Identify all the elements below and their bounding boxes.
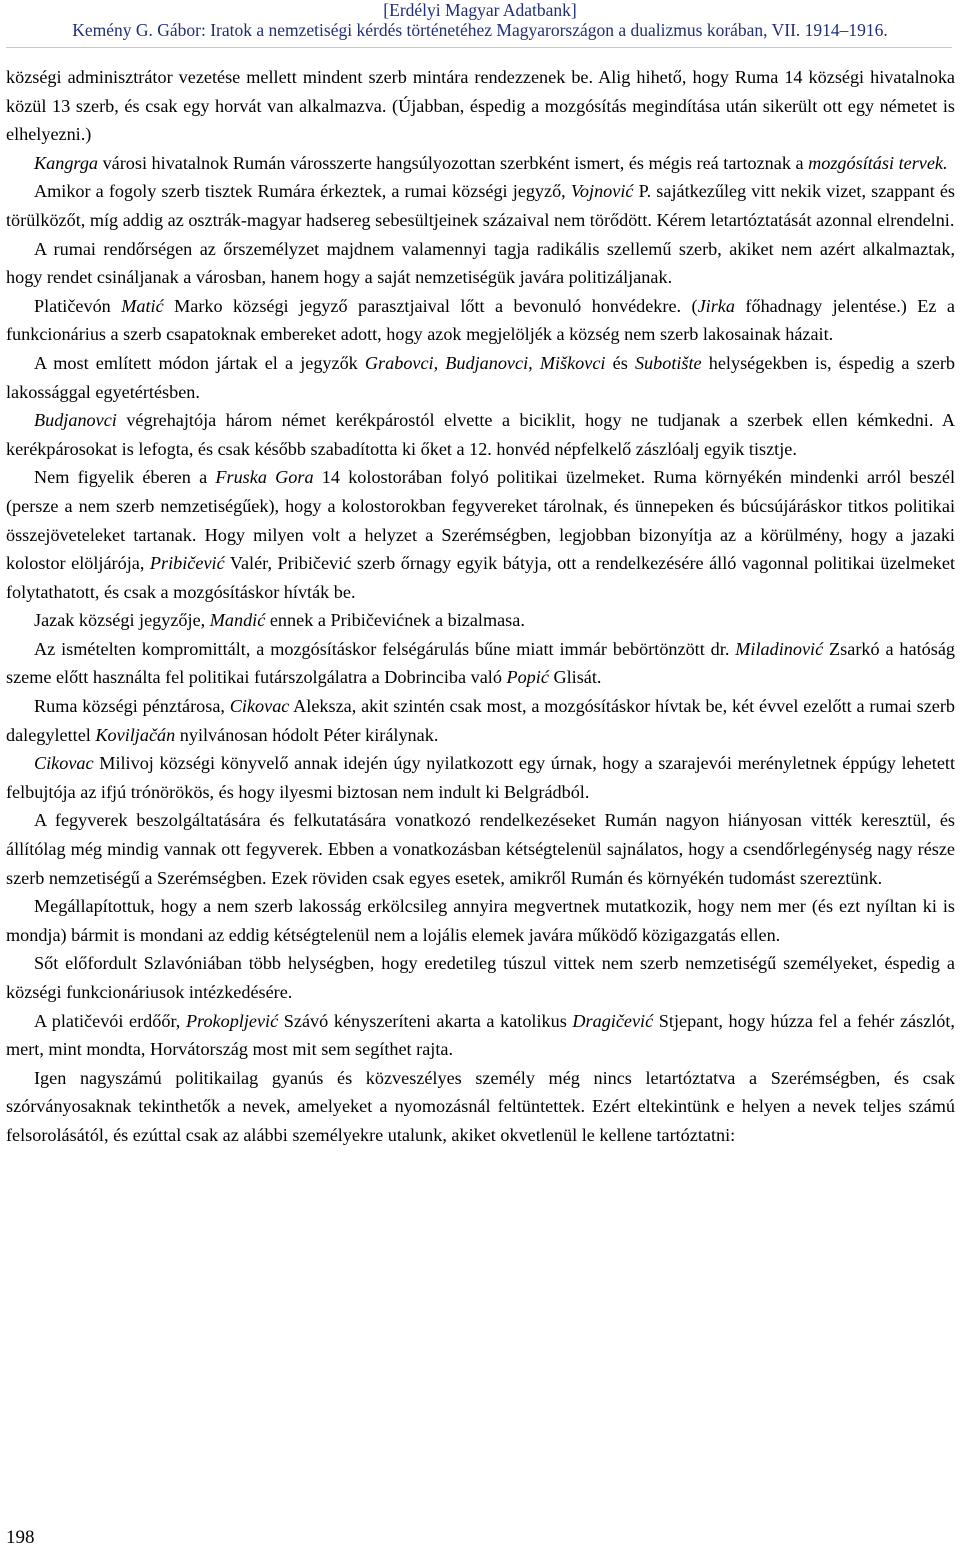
text-run: P. sajátkezűleg vitt nekik vizet, szappant és törülközőt, míg addig az osztrák-magyar hadsereg sebesültjeinek százaival nem törődött. Kérem letartóztatását azonnal elrendelni. (6, 181, 956, 230)
text-run: A most említett módon jártak el a jegyzők (34, 352, 365, 373)
text-run: Ruma községi pénztárosa, (34, 696, 230, 717)
italic-name: Koviljačán (95, 724, 176, 745)
text-run: A rumai rendőrségen az őrszemélyzet majdnem valamennyi tagja radikális szellemű szerb, akiket nem azért alkalmaztak, hogy rendet csináljanak a városban, hanem hogy a saját nemzetiségük javára politizáljanak. (6, 238, 955, 288)
italic-name: Miladinović (735, 638, 824, 659)
paragraph (6, 692, 955, 749)
italic-name: mozgósítási tervek. (808, 152, 948, 173)
italic-name: Kangrga (34, 152, 99, 173)
italic-name: Vojnović (570, 181, 634, 202)
text-run: végrehajtója három német kerékpárostól elvette a biciklit, hogy ne tudjanak a szerbek ellen kémkedni. A kerékpárosokat is lefogta, és csak később szabadította ki őket a 12. honvéd népfelkelő zászlóalj egyik tisztje. (6, 410, 955, 459)
paragraph (6, 749, 955, 806)
text-run: Igen nagyszámú politikailag gyanús és közveszélyes személy még nincs letartóztatva a Szerémségben, és csak szórványosaknak tekinthetők a nevek, amelyeket a nyomozásnál feltüntettek. Ezért eltekintünk e helyen a nevek teljes számú felsorolásától, és ezúttal csak az alábbi személyekre utalunk, akiket okvetlenül le kellene tartóztatni: (6, 1067, 955, 1145)
italic-name: Mandić (209, 610, 266, 631)
italic-name: Prokopljević (185, 1010, 279, 1031)
paragraph (6, 949, 955, 1006)
paragraph (6, 406, 955, 463)
text-run: Marko községi jegyző parasztjaival lőtt a bevonuló honvédekre. ( (163, 295, 698, 316)
italic-name: Jirka (697, 295, 735, 316)
paragraph (6, 806, 955, 892)
text-run: A fegyverek beszolgáltatására és felkutatására vonatkozó rendelkezéseket Rumán nagyon hiányosan vitték keresztül, és állítólag még mindig vannak ott fegyverek. Ebben a vonatkozásban kétségtelenül sajnálatos, hogy a csendőrlegénység nagy része szerb nemzetiségű a Szerémségben. Ezek röviden csak egyes esetek, amikről Rumán és környékén tudomást szereztünk. (6, 810, 955, 888)
italic-name: Popić (506, 667, 549, 688)
paragraph (6, 463, 955, 606)
text-run: nyilvánosan hódolt Péter királynak. (175, 724, 439, 745)
paragraph (6, 292, 955, 349)
text-run: Platičevón (34, 295, 122, 316)
document-body (6, 63, 955, 1150)
text-run: Jazak községi jegyzője, (34, 610, 210, 631)
text-run: községi adminisztrátor vezetése mellett mindent szerb mintára rendezzenek be. Alig hihető, hogy Ruma 14 községi hivatalnoka közül 13 szerb, és csak egy horvát van alkalmazva. (Újabban, éspedig a mozgósítás megindítása után sikerült ott egy németet is elhelyezni.) (6, 67, 955, 145)
italic-name: Matić (121, 295, 164, 316)
text-run: Szávó kényszeríteni akarta a katolikus (278, 1010, 573, 1031)
paragraph (6, 1007, 955, 1064)
italic-name: Cikovac (229, 696, 290, 717)
paragraph (6, 892, 955, 949)
text-run: főhadnagy jelentése.) Ez a funkcionárius a szerb csapatoknak embereket adott, hogy azok megjelöljék a község nem szerb lakosainak házait. (6, 295, 956, 345)
text-run: Valér, Pribičević szerb őrnagy egyik bátyja, ott a rendelkezésére álló vagonnal politikai üzelmeket folytathatott, és csak a mozgósításkor hívták be. (6, 553, 955, 602)
text-run: Sőt előfordult Szlavóniában több helységben, hogy eredetileg túszul vittek nem szerb nemzetiségű személyeket, éspedig a községi funkcionáriusok intézkedésére. (6, 953, 955, 1002)
text-run: Glisát. (548, 667, 602, 688)
text-run: helységekben is, éspedig a szerb lakossággal egyetértésben. (6, 352, 956, 402)
italic-name: Fruska Gora (215, 467, 314, 488)
text-run: és (605, 352, 635, 373)
text-run: Zsarkó a hatóság szeme előtt használta fel politikai futárszolgálatra a Dobrinciba való (6, 638, 955, 688)
text-run: városi hivatalnok Rumán városszerte hangsúlyozottan szerbként ismert, és mégis reá tartoznak a (98, 152, 809, 173)
paragraph (6, 635, 955, 692)
text-run: Milivoj községi könyvelő annak idején úgy nyilatkozott egy úrnak, hogy a szarajevói merényletnek éppúgy lehetett felbujtója az ifjú trónörökös, és hogy ilyesmi biztosan nem indult ki Belgrádból. (6, 753, 955, 802)
italic-name: Cikovac (34, 753, 94, 774)
italic-name: Subotište (634, 352, 702, 373)
paragraph (6, 63, 955, 149)
text-run: ennek a Pribičevićnek a bizalmasa. (265, 610, 525, 631)
text-run: Nem figyelik éberen a (34, 467, 216, 488)
paragraph (6, 177, 955, 234)
italic-name: Grabovci, Budjanovci, Miškovci (364, 352, 606, 373)
text-run: Amikor a fogoly szerb tisztek Rumára érkeztek, a rumai községi jegyző, (34, 181, 571, 202)
page-number: 198 (6, 1527, 35, 1548)
document-header (0, 0, 960, 42)
paragraph (6, 149, 955, 178)
italic-name: Dragičević (572, 1010, 654, 1031)
document-citation: Kemény G. Gábor: Iratok a nemzetiségi kérdés történetéhez Magyarországon a dualizmus korában, VII. 1914–1916. (72, 20, 888, 40)
text-run: Aleksza, akit szintén csak most, a mozgósításkor hívtak be, két évvel ezelőtt a rumai szerb dalegylettel (6, 696, 955, 745)
source-title: [Erdélyi Magyar Adatbank] (383, 0, 577, 20)
text-run: 14 kolostorában folyó politikai üzelmeket. Ruma környékén mindenki arról beszél (persze a nem szerb nemzetiségűek), hogy a kolostorokban fegyvereket tárolnak, és ünnepeken és búcsújáráskor titkos politikai összejöveteleket tartanak. Hogy milyen volt a helyzet a Szerémségben, legjobban bizonyítja az a körülmény, hogy a jazaki kolostor elöljárója, (6, 467, 955, 574)
paragraph (6, 606, 955, 635)
italic-name: Budjanovci (34, 410, 117, 431)
italic-name: Pribičević (149, 553, 225, 574)
paragraph (6, 349, 955, 406)
text-run: Stjepant, hogy húzza fel a fehér zászlót, mert, mint mondta, Horvátország most mit sem segíthet rajta. (6, 1010, 955, 1060)
paragraph (6, 1064, 955, 1150)
text-run: Megállapítottuk, hogy a nem szerb lakosság erkölcsileg annyira megvertnek mutatkozik, hogy nem mer (és ezt nyíltan ki is mondja) bármit is mondani az eddig kétségtelenül nem a lojális elemek javára működő közigazgatás ellen. (6, 896, 955, 945)
text-run: Az ismételten kompromittált, a mozgósításkor felségárulás bűne miatt immár bebörtönzött dr. (34, 638, 736, 659)
paragraph (6, 235, 955, 292)
header-divider (6, 47, 952, 48)
text-run: A platičevói erdőőr, (34, 1010, 186, 1031)
